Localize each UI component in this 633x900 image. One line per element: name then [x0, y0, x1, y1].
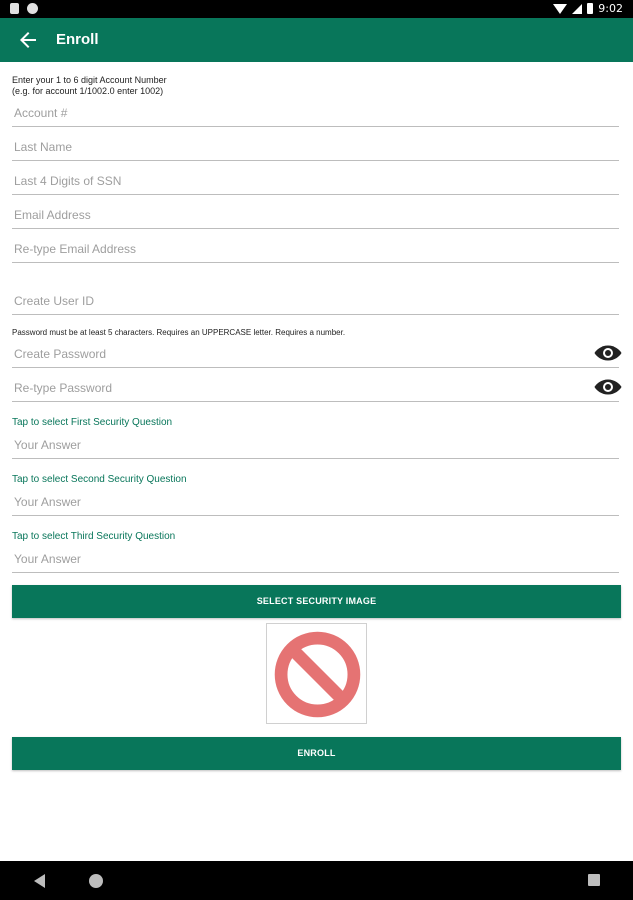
account-number-input[interactable]: [12, 101, 619, 125]
user-id-field: [12, 289, 619, 315]
select-security-image-button[interactable]: SELECT SECURITY IMAGE: [12, 585, 621, 618]
nav-home-icon[interactable]: [89, 874, 103, 888]
ssn-input[interactable]: [12, 169, 619, 193]
no-entry-icon: [272, 629, 363, 720]
email-field: [12, 203, 619, 229]
back-arrow-icon[interactable]: [16, 28, 40, 52]
account-number-field: [12, 101, 619, 127]
third-security-question-selector[interactable]: Tap to select Third Security Question: [12, 531, 176, 542]
password-hint: Password must be at least 5 characters. Requires an UPPERCASE letter. Requires a number.: [12, 328, 346, 337]
status-bar: [0, 0, 633, 18]
notification-icon: [10, 3, 19, 14]
navigation-bar: [0, 861, 633, 900]
wifi-icon: [553, 4, 567, 14]
status-system: [553, 2, 623, 15]
ssn-field: [12, 169, 619, 195]
account-hint-line1: Enter your 1 to 6 digit Account Number: [12, 75, 167, 85]
email-input[interactable]: [12, 203, 619, 227]
retype-password-input[interactable]: [12, 376, 619, 400]
eye-icon[interactable]: [593, 344, 623, 362]
second-security-question-selector[interactable]: Tap to select Second Security Question: [12, 474, 187, 485]
page-title: Enroll: [56, 31, 99, 48]
app-bar: [0, 18, 633, 62]
enroll-button[interactable]: ENROLL: [12, 737, 621, 770]
security-image-preview[interactable]: [266, 623, 367, 724]
account-hint: [12, 75, 621, 97]
status-notifications: [10, 3, 38, 14]
answer2-field: [12, 490, 619, 516]
first-security-question-selector[interactable]: Tap to select First Security Question: [12, 417, 173, 428]
retype-email-input[interactable]: [12, 237, 619, 261]
create-password-input[interactable]: [12, 342, 619, 366]
retype-password-field: [12, 376, 619, 402]
sync-icon: [27, 3, 38, 14]
nav-recents-icon[interactable]: [588, 874, 600, 886]
answer1-input[interactable]: [12, 433, 619, 457]
last-name-field: [12, 135, 619, 161]
account-hint-line2: (e.g. for account 1/1002.0 enter 1002): [12, 86, 164, 96]
eye-icon[interactable]: [593, 378, 623, 396]
answer3-input[interactable]: [12, 547, 619, 571]
nav-back-icon[interactable]: [34, 874, 45, 888]
create-password-field: [12, 342, 619, 368]
battery-icon: [587, 3, 593, 14]
last-name-input[interactable]: [12, 135, 619, 159]
status-time: 9:02: [598, 2, 623, 15]
signal-icon: [572, 4, 582, 14]
answer3-field: [12, 547, 619, 573]
answer1-field: [12, 433, 619, 459]
answer2-input[interactable]: [12, 490, 619, 514]
retype-email-field: [12, 237, 619, 263]
user-id-input[interactable]: [12, 289, 619, 313]
